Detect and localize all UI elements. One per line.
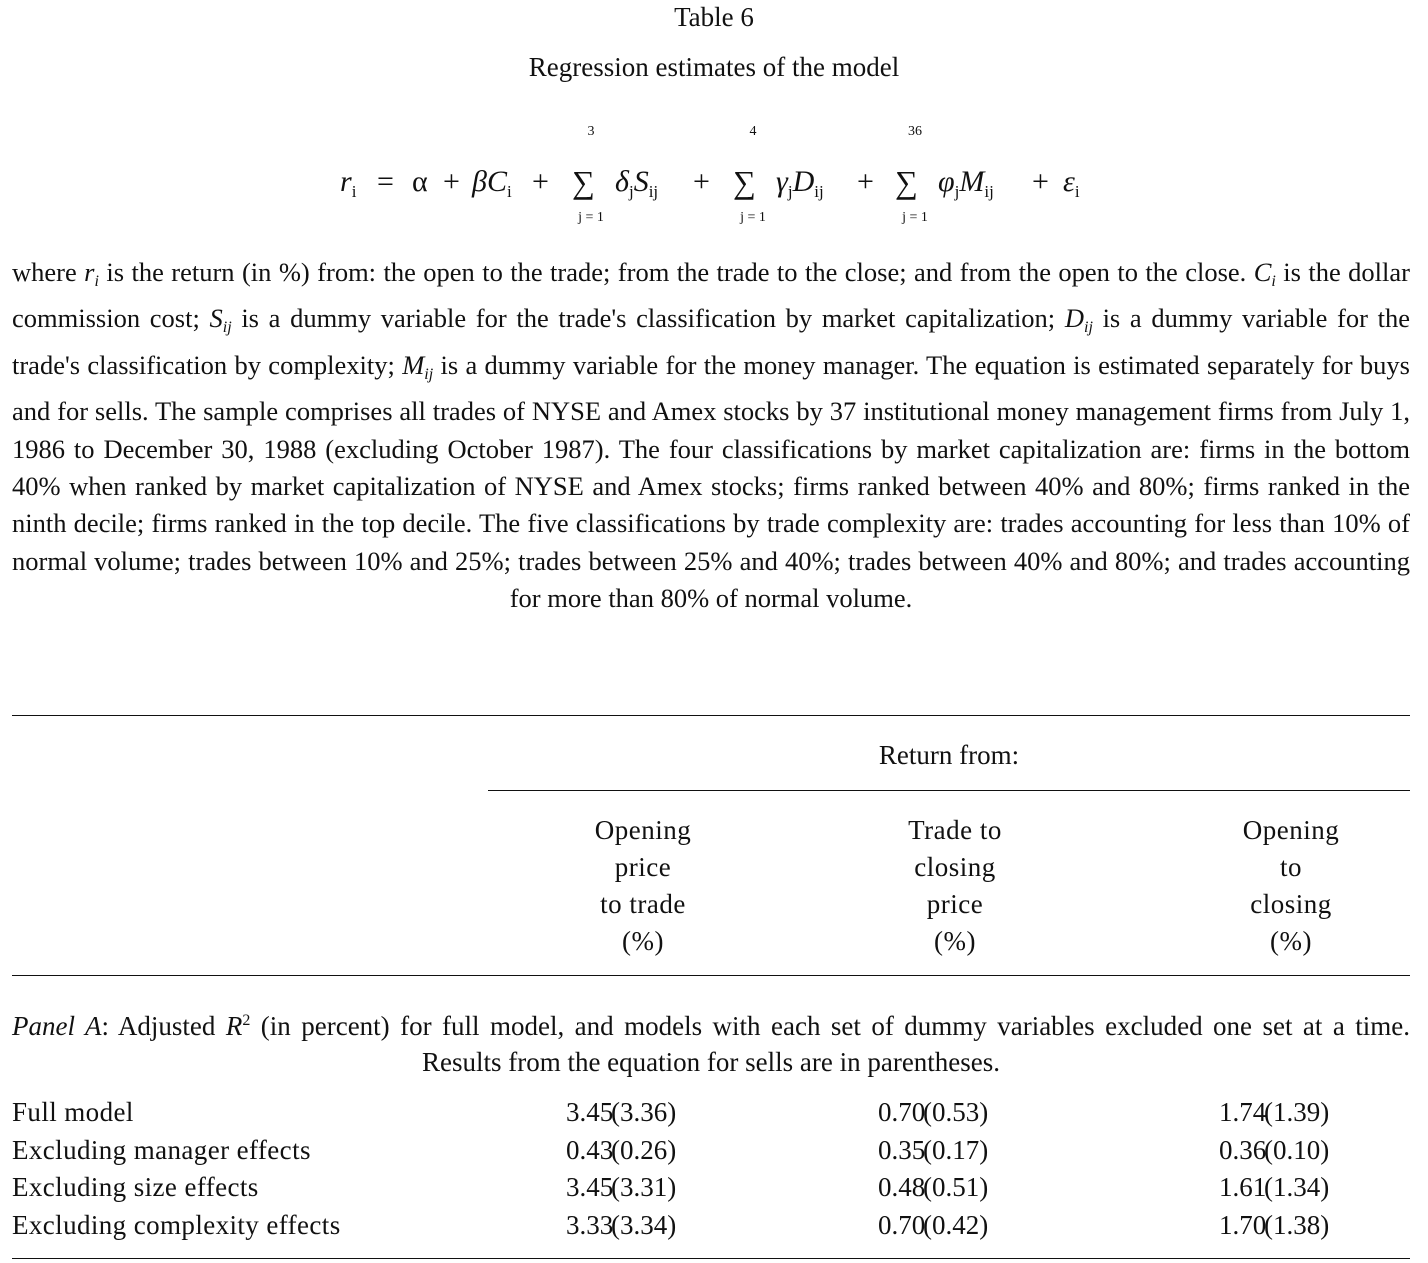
eq-size-term: $\delta_jS_{ij}$ <box>615 165 659 201</box>
cell-sells-value: (0.10) <box>1264 1135 1330 1165</box>
description-subscript: ij <box>424 365 434 383</box>
description-text: is the return (in %) from: the open to the trade; from the trade to the close; and from the open to the close. <box>98 257 1254 287</box>
cell-sells-value: (0.26) <box>611 1135 677 1165</box>
description-subscript: i <box>1271 273 1276 290</box>
column-group-label: Return from: <box>878 740 1020 770</box>
sum-lower-limit: j = 1 <box>578 210 604 225</box>
table-description <box>12 254 1410 618</box>
table-title: Regression estimates of the model <box>528 52 900 82</box>
eq-alpha: α <box>412 165 428 198</box>
cell-sells-value: (0.51) <box>923 1172 989 1202</box>
cell-buys-value: 3.45 <box>566 1172 614 1202</box>
row-label: Excluding complexity effects <box>12 1210 341 1240</box>
description-text: is a dummy variable for the trade's classification by market capitalization; <box>231 303 1065 334</box>
cell-sells-value: (0.42) <box>923 1210 989 1240</box>
cell-buys-value: 0.36 <box>1219 1135 1267 1165</box>
column-header-open-to-trade: Opening price to trade (%) <box>594 815 692 956</box>
table-row <box>0 1132 1428 1169</box>
eq-plus: + <box>693 165 710 198</box>
column-header-open-to-close: Opening to closing (%) <box>1242 815 1340 956</box>
cell-sells-value: (1.38) <box>1264 1210 1330 1240</box>
row-label: Full model <box>12 1097 134 1127</box>
bottom-rule <box>12 1258 1410 1259</box>
eq-complexity-term: $\gamma_jD_{ij}$ <box>776 165 824 201</box>
sum-upper-limit: 4 <box>749 124 757 139</box>
eq-plus: + <box>857 165 874 198</box>
table-number: Table 6 <box>674 2 754 32</box>
column-group-rule <box>488 790 1410 791</box>
description-variable: D <box>1064 303 1084 334</box>
regression-equation <box>0 122 1428 232</box>
cell-buys-value: 0.48 <box>878 1172 926 1202</box>
eq-equals: = <box>377 165 394 198</box>
sigma-symbol: ∑ <box>733 164 756 200</box>
cell-sells-value: (3.36) <box>611 1097 677 1127</box>
sum-lower-limit: j = 1 <box>902 210 928 225</box>
table-row <box>0 1094 1428 1131</box>
sigma-symbol: ∑ <box>572 164 595 200</box>
header-rule <box>12 975 1410 976</box>
eq-plus: + <box>443 165 460 198</box>
description-variable: C <box>1253 257 1272 287</box>
description-subscript: ij <box>1084 319 1093 337</box>
column-header-trade-to-close: Trade to closing price (%) <box>908 815 1002 956</box>
panel-a-caption: Panel A: Adjusted $R^2$ (in percent) for full model, and models with each set of dummy variables excluded one set at a time. Results from the equation for sells are in parentheses. <box>12 1011 1410 1077</box>
cell-sells-value: (1.39) <box>1264 1097 1330 1127</box>
cell-sells-value: (0.17) <box>923 1135 989 1165</box>
cell-buys-value: 0.35 <box>878 1135 926 1165</box>
description-variable: M <box>402 349 425 380</box>
description-subscript: ij <box>222 319 232 337</box>
cell-sells-value: (0.53) <box>923 1097 989 1127</box>
sum-lower-limit: j = 1 <box>740 210 766 225</box>
table-row <box>0 1207 1428 1244</box>
panel-a-name: Panel A <box>12 1011 102 1041</box>
description-variable: S <box>209 303 223 334</box>
cell-sells-value: (3.31) <box>611 1172 677 1202</box>
cell-buys-value: 3.45 <box>566 1097 614 1127</box>
row-label: Excluding size effects <box>12 1172 259 1202</box>
eq-lhs: $r_i$ <box>340 165 357 201</box>
row-label: Excluding manager effects <box>12 1135 311 1165</box>
cell-sells-value: (3.34) <box>611 1210 677 1240</box>
cell-buys-value: 0.43 <box>566 1135 614 1165</box>
eq-plus: + <box>532 165 549 198</box>
equation-line <box>340 160 1120 204</box>
cell-buys-value: 1.70 <box>1219 1210 1267 1240</box>
description-variable: r <box>84 257 95 287</box>
sum-upper-limit: 3 <box>587 124 595 139</box>
top-rule <box>12 715 1410 716</box>
cell-buys-value: 0.70 <box>878 1210 926 1240</box>
cell-buys-value: 1.61 <box>1219 1172 1267 1202</box>
eq-error-term: $\varepsilon_i$ <box>1063 165 1080 201</box>
cell-buys-value: 1.74 <box>1219 1097 1267 1127</box>
cell-sells-value: (1.34) <box>1264 1172 1330 1202</box>
description-subscript: i <box>94 273 99 290</box>
description-text: is a dummy variable for the money manager. The equation is estimated separately for buys and for sells. The sample comprises all trades of NYSE and Amex stocks by 37 institutional money management firms from July 1, 1986 to December 30, 1988 (excluding October 1987). The four classifications by market capitalization are: firms in the bottom 40% when ranked by market capitalization of NYSE and Amex stocks; firms ranked between 40% and 80%; firms ranked in the ninth decile; firms ranked in the top decile. The five classifications by trade complexity are: trades accounting for less than 10% of normal volume; trades between 10% and 25%; trades between 25% and 40%; trades between 40% and 80%; and trades accounting for more than 80% of normal volume. <box>12 349 1410 614</box>
description-text: where <box>12 257 85 287</box>
cell-buys-value: 0.70 <box>878 1097 926 1127</box>
table-row <box>0 1169 1428 1206</box>
sum-upper-limit: 36 <box>908 124 922 139</box>
cell-buys-value: 3.33 <box>566 1210 614 1240</box>
description-text: is a dummy variable for the trade's classification by complexity; <box>12 303 1410 380</box>
eq-manager-term: $\varphi_jM_{ij}$ <box>938 165 994 201</box>
description-text: is the dollar commission cost; <box>12 257 1410 334</box>
eq-plus: + <box>1032 165 1049 198</box>
eq-cost-term: $\beta C_i$ <box>472 165 512 201</box>
sigma-symbol: ∑ <box>895 164 918 200</box>
